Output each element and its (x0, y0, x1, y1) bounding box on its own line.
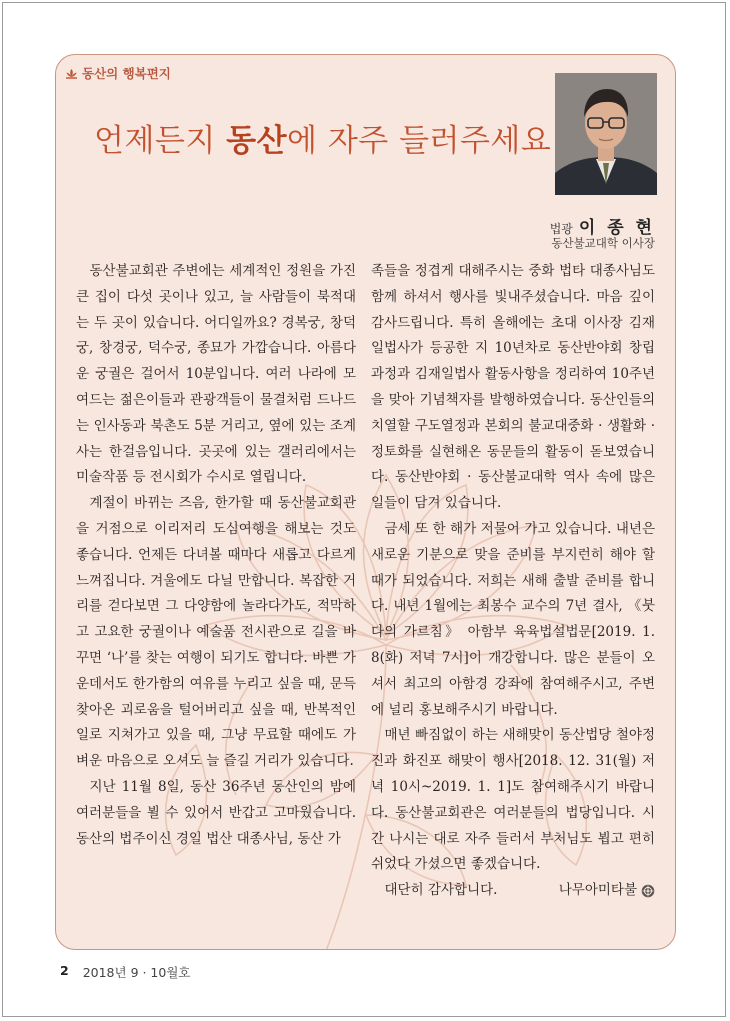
author-dharma-name: 법광 (549, 222, 573, 236)
paragraph: 금세 또 한 해가 저물어 가고 있습니다. 내년은 새로운 기분으로 맞을 준비를 부지런히 해야 할 때가 되었습니다. 저희는 새해 출발 준비를 합니다. 내년 1월에는 최봉수 교수의 7년 결사, 《붓다의 가르침》 아함부 육육법설법문[2019. 1. 8(화) 저녁 7시]이 개강합니다. 많은 분들이 오셔서 최고의 아함경 강좌에 참여해주시고, 주변에 널리 홍보해주시기 바랍니다. (371, 520, 655, 718)
headline-emphasis: 동산 (226, 123, 288, 159)
paragraph: 계절이 바뀌는 즈음, 한가할 때 동산불교회관을 거점으로 이리저리 도심여행을 해보는 것도 좋습니다. 언제든 다녀볼 때마다 새롭고 다르게 느껴집니다. 겨울에도 다닐 만합니다. 복잡한 거리를 걷다보면 그 다양함에 놀라다가도, 적막하고 고요한 궁궐이나 예술품 전시관으로 길을 바꾸면 ‘나’를 찾는 여행이 되기도 합니다. 바쁜 가운데서도 한가함의 여유를 누리고 싶을 때, 문득 찾아온 괴로움을 털어버리고 싶을 때, 반복적인 일로 지쳐가고 있을 때, 그냥 무료할 때에도 가벼운 마음으로 오셔도 늘 즐길 거리가 있습니다. (76, 495, 356, 770)
section-label-text: 동산의 행복편지 (82, 66, 171, 81)
headline-before: 언제든지 (94, 123, 227, 159)
paragraph: 매년 빠짐없이 하는 새해맞이 동산법당 철야정진과 화진포 해맞이 행사[2018. 12. 31(월) 저녁 10시~2019. 1. 1]도 참여해주시기 바랍니다. 동산불교회관은 여러분들의 법당입니다. 시간 나시는 대로 자주 들러서 부처님도 뵙고 편히 쉬었다 가셨으면 좋겠습니다. (371, 727, 655, 873)
author-title: 동산불교대학 이사장 (551, 236, 655, 250)
paragraph: 지난 11월 8일, 동산 36주년 동산인의 밤에 여러분들을 뵐 수 있어서 반갑고 고마웠습니다. 동산의 법주이신 경일 법산 대종사님, 동산 가 (76, 778, 356, 847)
closing-namu (559, 878, 655, 904)
author-photo (555, 73, 657, 195)
closing-row (371, 878, 655, 904)
headline-after: 에 자주 들러주세요 (287, 123, 552, 159)
issue-label: 2018년 9 · 10월호 (82, 965, 191, 980)
body-column-left (76, 259, 356, 852)
author-name: 이 종 현 (578, 218, 655, 238)
author-portrait (555, 73, 657, 195)
dharma-wheel-icon (641, 884, 655, 898)
letter-headline (94, 115, 551, 160)
section-label (65, 64, 171, 82)
page-number: 2 (60, 963, 69, 978)
closing-thanks: 대단히 감사합니다. (384, 882, 498, 899)
paragraph: 동산불교회관 주변에는 세계적인 정원을 가진 큰 집이 다섯 곳이나 있고, 늘 사람들이 북적대는 두 곳이 있습니다. 어디일까요? 경복궁, 창덕궁, 창경궁, 덕수궁, 종묘가 가깝습니다. 아름다운 궁궐은 걸어서 10분입니다. 여러 나라에 모여드는 젊은이들과 관광객들이 물결처럼 드나드는 인사동과 북촌도 5분 거리고, 옆에 있는 조계사는 한걸음입니다. 곳곳에 있는 갤러리에서는 미술작품 등 전시회가 수시로 열립니다. (76, 263, 356, 486)
body-column-right (371, 259, 655, 904)
paragraph: 족들을 정겹게 대해주시는 중화 법타 대종사님도 함께 하셔서 행사를 빛내주셨습니다. 마음 깊이 감사드립니다. 특히 올해에는 초대 이사장 김재일법사가 등공한 지 10년차로 동산반야회 창립 과정과 김재일법사 활동사항을 정리하여 10주년을 맞아 기념책자를 발행하였습니다. 동산인들의 치열할 구도열정과 본회의 불교대중화 · 생활화 · 정토화를 실현해온 동문들의 활동이 돋보였습니다. 동산반야회 · 동산불교대학 역사 속에 많은 일들이 담겨 있습니다. (371, 263, 655, 512)
lotus-icon (65, 68, 78, 79)
closing-namu-text: 나무아미타불 (558, 882, 637, 899)
page-footer (60, 963, 191, 981)
letter-card (55, 54, 676, 950)
